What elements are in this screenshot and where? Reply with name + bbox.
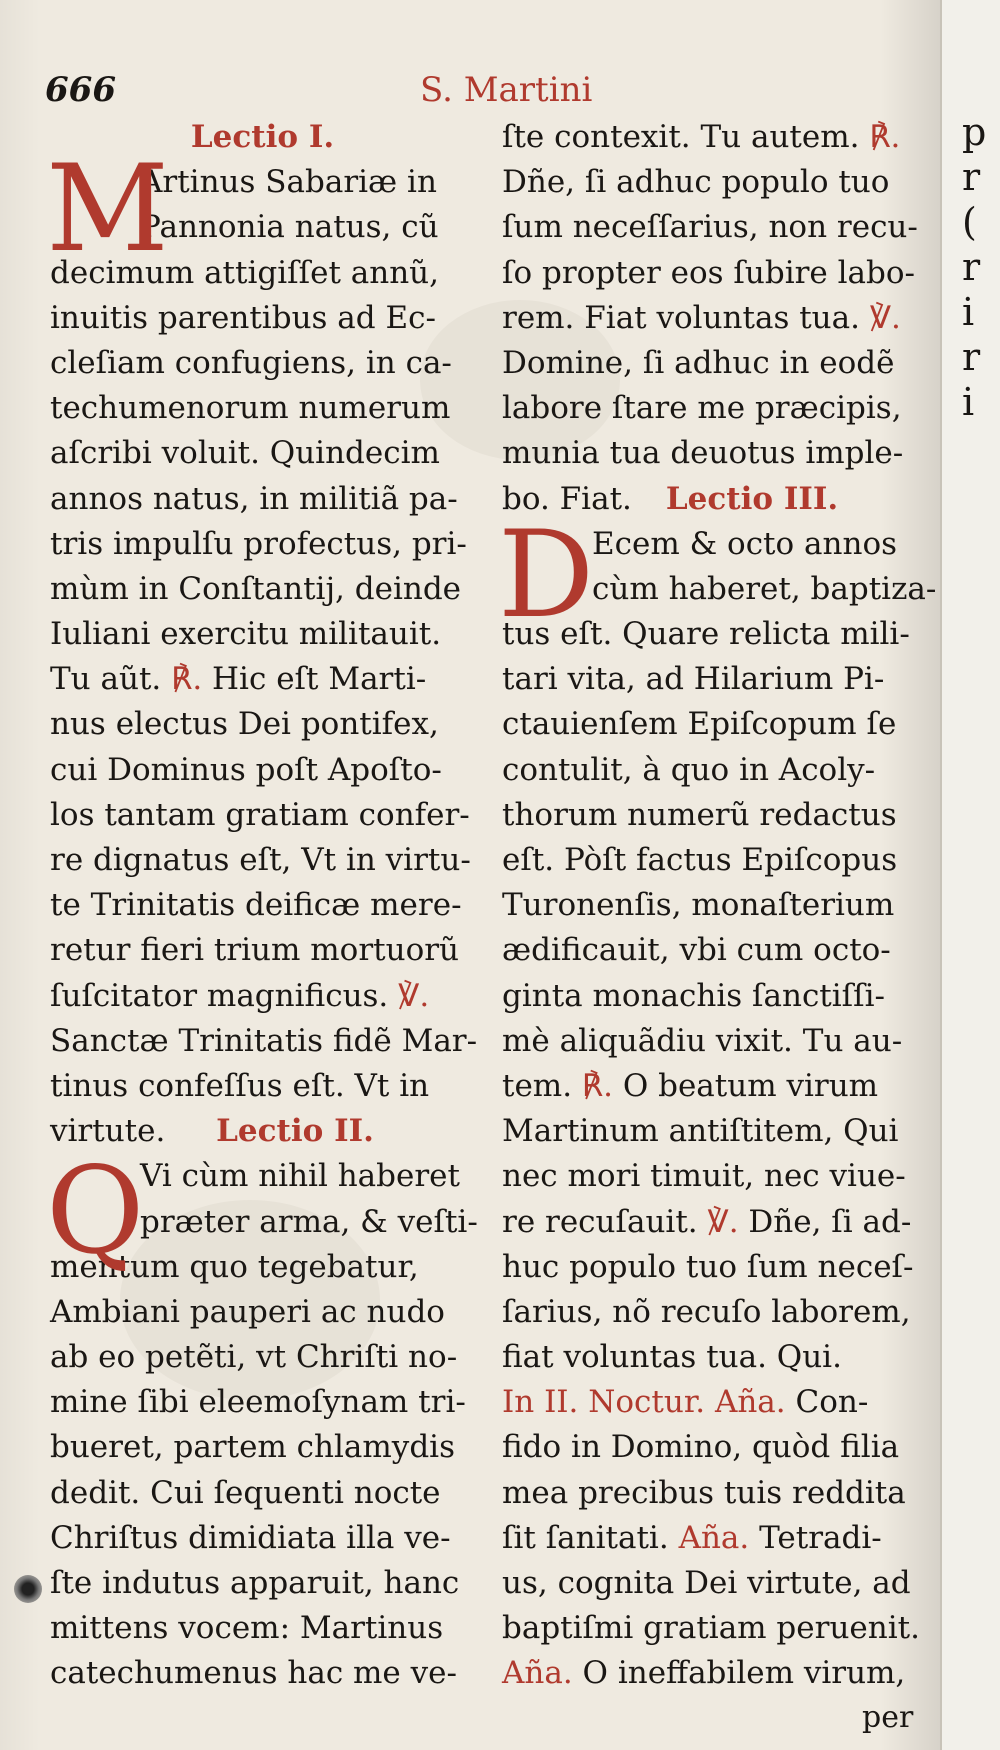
right-column xyxy=(498,115,937,1697)
text-line: præter arma, & veſti- xyxy=(140,1203,478,1240)
text-line: te Trinitatis deificæ mere- xyxy=(50,887,462,924)
adjacent-page-letter: r xyxy=(962,245,981,289)
text-line: Martinum antiſtitem, Qui xyxy=(502,1113,899,1150)
text-line: thorum numerũ redactus xyxy=(502,796,897,833)
text-line: tem. ℟. O beatum virum xyxy=(502,1067,879,1104)
text-line: cleſiam confugiens, in ca- xyxy=(50,344,452,381)
lectio-heading: Lectio I. xyxy=(190,119,335,155)
text-line: Vi cùm nihil haberet xyxy=(140,1158,460,1195)
text-line: Turonenſis, monaſterium xyxy=(502,887,895,924)
text-line: ſit ſanitati. Aña. Tetradi- xyxy=(502,1519,882,1556)
lectio-heading: Lectio III. xyxy=(665,480,839,517)
text-line: tus eſt. Quare relicta mili- xyxy=(502,616,910,653)
adjacent-page-letter: r xyxy=(962,155,981,199)
text-line: ſte indutus apparuit, hanc xyxy=(50,1565,460,1601)
text-line: ſte contexit. Tu autem. ℟. xyxy=(502,119,901,155)
text-line: ab eo petẽti, vt Chriſti no- xyxy=(50,1339,458,1376)
text-line: labore ſtare me præcipis, xyxy=(502,390,902,427)
text-line: techumenorum numerum xyxy=(50,390,451,427)
text-line: decimum attigiſſet annũ, xyxy=(50,254,439,291)
text-line: Ecem & octo annos xyxy=(592,525,898,562)
text-line: mè aliquãdiu vixit. Tu au- xyxy=(502,1022,903,1059)
page-header xyxy=(45,70,880,120)
text-line: re dignatus eſt, Vt in virtu- xyxy=(50,842,471,878)
text-line: tari vita, ad Hilarium Pi- xyxy=(502,661,885,698)
drop-cap: M xyxy=(46,140,169,280)
drop-cap: Q xyxy=(46,1142,145,1282)
text-line: huc populo tuo ſum neceſ- xyxy=(502,1248,914,1285)
adjacent-page-letter: i xyxy=(962,290,975,334)
left-column xyxy=(46,115,478,1697)
text-line: mùm in Conſtantij, deinde xyxy=(50,570,462,607)
text-line: Aña. O ineffabilem virum, xyxy=(502,1655,906,1692)
text-line: rem. Fiat voluntas tua. ℣. xyxy=(502,299,901,336)
text-line: Pannonia natus, cũ xyxy=(140,209,439,246)
text-block xyxy=(502,115,918,522)
text-line: ſum neceſſarius, non recu- xyxy=(502,209,918,246)
text-block xyxy=(50,160,478,1154)
text-line: tris impulſu profectus, pri- xyxy=(50,525,467,562)
text-line: ginta monachis ſanctiſſi- xyxy=(502,977,886,1014)
running-title: S. Martini xyxy=(420,70,593,110)
text-line: tinus confeſſus eſt. Vt in xyxy=(50,1067,430,1104)
text-line: Ambiani pauperi ac nudo xyxy=(50,1293,445,1330)
text-line: contulit, à quo in Acoly- xyxy=(502,751,876,788)
text-line: fiat voluntas tua. Qui. xyxy=(502,1339,842,1376)
text-line: aſcribi voluit. Quindecim xyxy=(50,435,440,472)
text-line: ctauienſem Epiſcopum ſe xyxy=(502,706,897,743)
drop-cap: D xyxy=(498,505,595,645)
text-line: us, cognita Dei virtute, ad xyxy=(502,1565,911,1601)
text-line: virtute. xyxy=(50,1113,166,1150)
text-line: ædificauit, vbi cum octo- xyxy=(502,932,891,969)
catchword: per xyxy=(862,1700,914,1735)
text-line: inuitis parentibus ad Ec- xyxy=(50,299,436,336)
text-line: re recuſauit. ℣. Dñe, ſi ad- xyxy=(502,1203,912,1240)
adjacent-page-letter: p xyxy=(962,110,987,154)
text-line: Sanctæ Trinitatis fidẽ Mar- xyxy=(50,1022,478,1059)
text-line: nec mori timuit, nec viue- xyxy=(502,1158,906,1195)
adjacent-page-edge xyxy=(940,0,1000,1750)
page-number: 666 xyxy=(45,70,116,110)
text-line: annos natus, in militiã pa- xyxy=(50,480,458,517)
text-block xyxy=(502,522,937,1697)
text-line: Artinus Sabariæ in xyxy=(140,164,437,201)
text-line: Dñe, ſi adhuc populo tuo xyxy=(502,164,890,201)
text-line: mentum quo tegebatur, xyxy=(50,1248,419,1285)
text-line: munia tua deuotus imple- xyxy=(502,435,904,472)
lectio-3-text xyxy=(498,505,937,1697)
text-line: ſo propter eos ſubire labo- xyxy=(502,254,916,291)
adjacent-page-letter: i xyxy=(962,380,975,424)
lectio-2-continuation xyxy=(502,115,918,522)
text-line: In II. Noctur. Aña. Con- xyxy=(502,1384,869,1421)
text-line: bueret, partem chlamydis xyxy=(50,1429,455,1466)
text-line: Iuliani exercitu militauit. xyxy=(50,616,442,653)
text-line: fido in Domino, quòd filia xyxy=(502,1429,900,1466)
text-line: nus electus Dei pontifex, xyxy=(50,706,439,743)
text-line: retur fieri trium mortuorũ xyxy=(50,932,460,969)
text-line: dedit. Cui ſequenti nocte xyxy=(50,1474,441,1511)
text-line: mine ſibi eleemoſynam tri- xyxy=(50,1384,466,1421)
text-line: ſarius, nõ recuſo laborem, xyxy=(502,1293,911,1330)
lectio-1-text xyxy=(46,140,478,1154)
text-line: Domine, ſi adhuc in eodẽ xyxy=(502,344,895,381)
text-line: Tu aũt. ℟. Hic eſt Marti- xyxy=(50,661,427,698)
text-line: catechumenus hac me ve- xyxy=(50,1655,457,1692)
text-line: los tantam gratiam confer- xyxy=(50,796,470,833)
lectio-heading: Lectio II. xyxy=(216,1113,374,1150)
text-line: mea precibus tuis reddita xyxy=(502,1474,906,1511)
text-line: baptiſmi gratiam peruenit. xyxy=(502,1610,920,1647)
text-line: bo. Fiat. xyxy=(502,480,632,517)
text-line: ſuſcitator magnificus. ℣. xyxy=(50,977,430,1014)
adjacent-page-letter: r xyxy=(962,335,981,379)
text-line: Chriſtus dimidiata illa ve- xyxy=(50,1519,451,1556)
text-line: cui Dominus poſt Apoſto- xyxy=(50,751,442,788)
adjacent-page-letter: ( xyxy=(962,200,977,244)
text-line: eſt. Pòſt factus Epiſcopus xyxy=(502,842,898,878)
text-line: cùm haberet, baptiza- xyxy=(592,570,937,607)
binding-hole xyxy=(14,1575,42,1603)
text-line: mittens vocem: Martinus xyxy=(50,1610,444,1647)
